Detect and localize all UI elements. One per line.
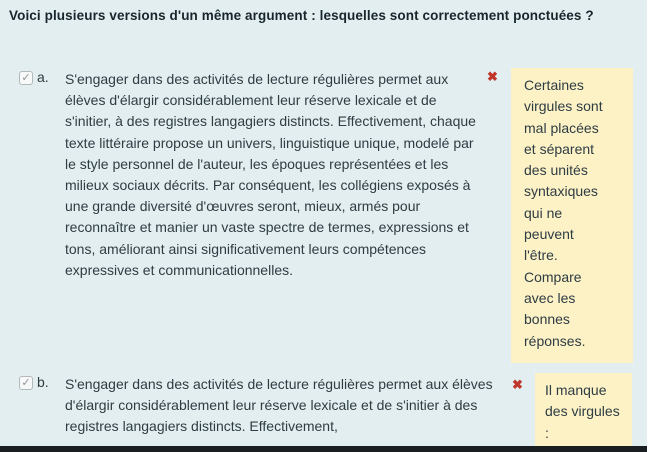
checkmark-icon: ✓ <box>21 72 31 84</box>
option-a-letter: a. <box>37 69 49 85</box>
option-b-text: S'engager dans des activités de lecture régulières permet aux élèves d'élargir considérablement leur réserve lexicale et de s'initier à des registres langagiers distincts. Effectivement, <box>65 376 493 435</box>
checkmark-icon: ✓ <box>21 377 31 389</box>
window-bottom-edge <box>0 446 647 452</box>
option-b-checkbox[interactable] <box>19 376 33 390</box>
option-a-checkbox[interactable] <box>19 71 33 85</box>
incorrect-x-icon: ✖ <box>512 377 523 392</box>
option-a-text: S'engager dans des activités de lecture régulières permet aux élèves d'élargir considérablement leur réserve lexicale et de s'initier, à des registres langagiers distincts. Effectivement, chaque texte littéraire propose un univers, linguistique unique, modelé par le style personnel de l'auteur, les époques représentées et les milieux sociaux décrits. Par conséquent, les collégiens exposés à une grande diversité d'œuvres seront, mieux, armés pour reconnaître et manier un vaste spectre de termes, expressions et tons, améliorant ainsi significativement leurs compétences expressives et communicationnelles. <box>65 71 476 278</box>
incorrect-x-icon: ✖ <box>487 69 498 84</box>
question-title: Voici plusieurs versions d'un même argument : lesquelles sont correctement ponctuées ? <box>9 8 594 23</box>
option-b-letter: b. <box>37 374 49 390</box>
option-b-feedback: Il manque des virgules : <box>535 373 632 447</box>
option-a-feedback: Certaines virgules sont mal placées et séparent des unités syntaxiques qui ne peuvent l'être. Compare avec les bonnes réponses. <box>511 68 633 363</box>
